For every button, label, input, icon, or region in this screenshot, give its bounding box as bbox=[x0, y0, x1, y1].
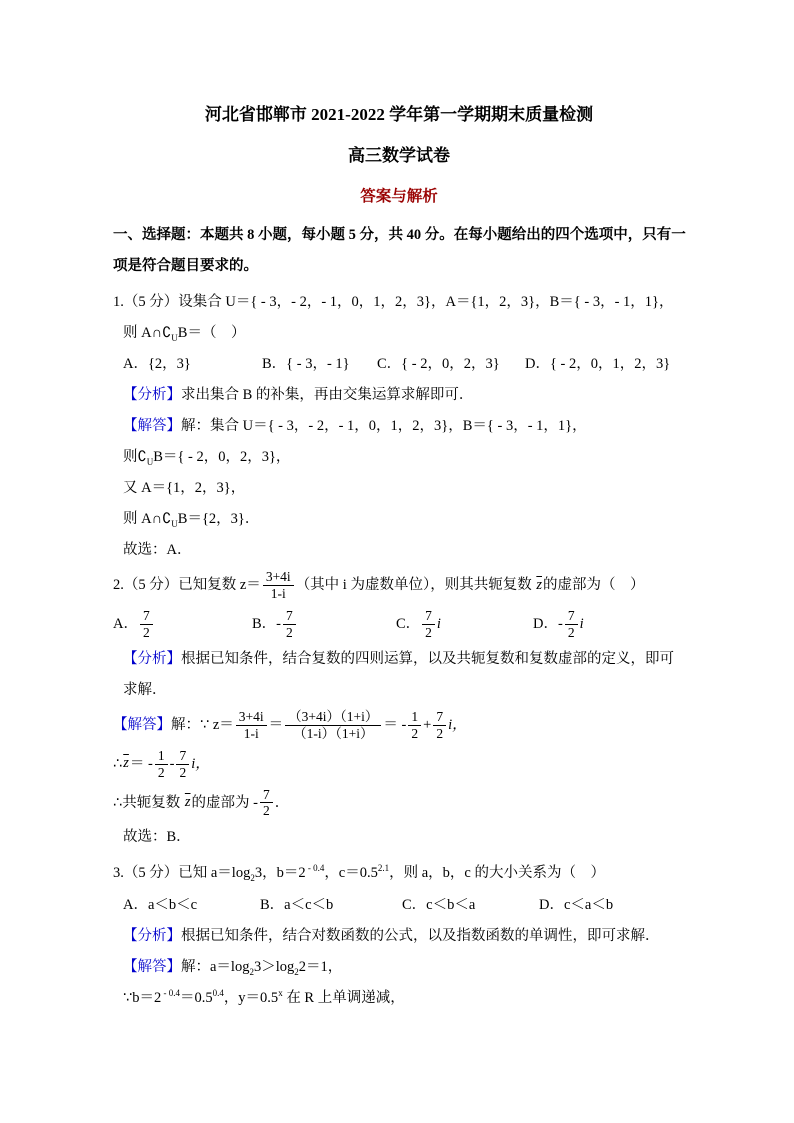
fraction-numerator: 7 bbox=[142, 608, 150, 624]
fraction bbox=[433, 709, 446, 742]
q3-option-c: C．c＜b＜a bbox=[402, 896, 476, 913]
fraction bbox=[565, 608, 578, 641]
q3-option-d: D．c＜a＜b bbox=[539, 896, 614, 913]
q2-analysis-line-2: 求解． bbox=[123, 681, 167, 698]
fraction bbox=[155, 748, 168, 781]
fraction-numerator: 7 bbox=[567, 608, 575, 624]
imaginary-unit: i bbox=[579, 615, 584, 632]
q2-solution bbox=[113, 706, 685, 745]
text-segment: 的虚部为（ ） bbox=[543, 576, 645, 593]
q1-step-1 bbox=[113, 442, 685, 473]
solution-label: 【解答】 bbox=[123, 958, 181, 975]
text-segment: 根据已知条件，结合对数函数的公式，以及指数函数的单调性，即可求解． bbox=[181, 927, 660, 944]
fraction-denominator: 1-i bbox=[263, 585, 294, 602]
sign: - bbox=[557, 615, 563, 632]
superscript: 0.4 bbox=[212, 987, 224, 998]
q2-option-d bbox=[533, 608, 584, 641]
option-label: D． bbox=[533, 615, 558, 632]
text-segment: ． bbox=[274, 794, 290, 811]
fraction-denominator: 2 bbox=[408, 725, 421, 742]
analysis-label: 【分析】 bbox=[123, 927, 181, 944]
q1-solution bbox=[113, 411, 685, 442]
text-segment: B＝（ ） bbox=[177, 325, 246, 341]
text-segment: 解：a＝log bbox=[181, 958, 250, 975]
fraction-denominator: 2 bbox=[565, 624, 578, 641]
fraction-denominator: 2 bbox=[176, 764, 189, 781]
fraction-numerator: （3+4i）（1+i） bbox=[288, 708, 379, 724]
fraction-numerator: 7 bbox=[425, 608, 432, 624]
document-title: 河北省邯郸市 2021-2022 学年第一学期期末质量检测 bbox=[204, 105, 594, 124]
q3-step-1 bbox=[113, 983, 685, 1014]
conjugate-z: $\overline{z}$ bbox=[184, 794, 191, 811]
text-segment: 则 A∩∁ bbox=[123, 325, 172, 341]
q1-stem-line-1: 1.（5 分）设集合 U＝{ - 3，- 2，- 1，0，1，2，3}，A＝{1，2，3}，B＝{ - 3，- 1，1}， bbox=[113, 294, 674, 310]
q3-solution bbox=[113, 952, 685, 983]
document-content bbox=[113, 103, 685, 1014]
imaginary-unit: i， bbox=[448, 716, 467, 733]
fraction bbox=[260, 787, 273, 820]
fraction-denominator: 2 bbox=[260, 802, 273, 819]
fraction bbox=[285, 709, 381, 742]
fraction-denominator: 2 bbox=[422, 624, 435, 641]
fraction-denominator: 2 bbox=[283, 624, 296, 641]
text-segment: 根据已知条件，结合复数的四则运算，以及共轭复数和复数虚部的定义，即可 bbox=[181, 650, 674, 667]
q2-options bbox=[113, 605, 685, 644]
fraction-numerator: 3+4i bbox=[265, 569, 291, 585]
q2-conclusion: 故选：B． bbox=[123, 829, 191, 846]
q1-options bbox=[113, 349, 685, 380]
analysis-label: 【分析】 bbox=[123, 650, 181, 667]
text-segment: 3.（5 分）已知 a＝log bbox=[113, 865, 251, 882]
imaginary-unit: i bbox=[436, 615, 441, 632]
equals: ＝ bbox=[268, 716, 284, 733]
q2-option-a bbox=[113, 608, 252, 641]
q1-analysis bbox=[113, 380, 685, 411]
subscript: U bbox=[146, 457, 154, 468]
fraction bbox=[408, 709, 421, 742]
text-segment: ∴共轭复数 bbox=[113, 794, 184, 811]
text-segment: ，y＝0.5 bbox=[223, 989, 279, 1006]
fraction-numerator: 7 bbox=[262, 786, 270, 802]
because-symbol: ∵b＝2 bbox=[123, 989, 162, 1006]
text-segment: ，则 a，b，c 的大小关系为（ ） bbox=[389, 865, 605, 882]
fraction-numerator: 1 bbox=[157, 747, 165, 763]
section-intro-line-1: 一、选择题：本题共 8 小题，每小题 5 分，共 40 分。在每小题给出的四个选项中，只有一 bbox=[113, 227, 686, 243]
q2-analysis-line-1 bbox=[113, 644, 685, 675]
fraction bbox=[263, 569, 294, 602]
document-subtitle: 高三数学试卷 bbox=[348, 146, 450, 165]
q1-step-2: 又 A＝{1，2，3}， bbox=[123, 480, 246, 497]
section-intro-line-2: 项是符合题目要求的。 bbox=[113, 258, 258, 274]
text-segment: ＝0.5 bbox=[179, 989, 213, 1006]
text-segment: 3，b＝2 bbox=[254, 865, 306, 882]
equals: ＝ - bbox=[383, 716, 407, 733]
therefore-symbol: ∴ bbox=[113, 755, 123, 772]
fraction bbox=[140, 608, 153, 641]
text-segment: 解：∵ z＝ bbox=[171, 716, 234, 733]
text-segment: 的虚部为 - bbox=[191, 794, 258, 811]
q1-option-b: B．{ - 3，- 1} bbox=[262, 356, 350, 373]
q3-analysis bbox=[113, 921, 685, 952]
option-label: C． bbox=[396, 615, 421, 632]
conjugate-z: $\overline{z}$ bbox=[536, 576, 542, 593]
text-segment: 2.（5 分）已知复数 z＝ bbox=[113, 576, 261, 593]
fraction bbox=[422, 608, 435, 641]
superscript: 2.1 bbox=[377, 863, 390, 874]
text-segment: B＝{ - 2，0，2，3}， bbox=[153, 449, 291, 466]
fraction-denominator: （1-i）（1+i） bbox=[285, 725, 381, 742]
fraction-numerator: 3+4i bbox=[238, 708, 264, 724]
text-segment: 2＝1， bbox=[298, 958, 343, 975]
imaginary-unit: i， bbox=[191, 755, 210, 772]
superscript: - 0.4 bbox=[305, 863, 325, 874]
q2-step-2 bbox=[113, 784, 685, 823]
text-segment: ，c＝0.5 bbox=[324, 865, 378, 882]
subscript: U bbox=[171, 332, 178, 343]
fraction bbox=[176, 748, 189, 781]
equals: ＝ - bbox=[129, 755, 153, 772]
analysis-label: 【分析】 bbox=[123, 387, 181, 404]
text-segment: 解：集合 U＝{ - 3，- 2，- 1，0，1，2，3}，B＝{ - 3，- 1，1}， bbox=[181, 418, 587, 435]
q3-stem bbox=[113, 858, 685, 889]
text-segment: 则∁ bbox=[123, 449, 147, 466]
subscript: 2 bbox=[250, 873, 255, 884]
q1-stem-line-2 bbox=[113, 318, 685, 349]
text-segment: 求出集合 B 的补集，再由交集运算求解即可． bbox=[181, 387, 474, 404]
fraction-denominator: 1-i bbox=[236, 725, 267, 742]
fraction-denominator: 2 bbox=[433, 725, 446, 742]
superscript: - 0.4 bbox=[161, 987, 180, 998]
sign: - bbox=[276, 615, 282, 632]
text-segment: 则 A∩∁ bbox=[123, 511, 172, 528]
fraction-denominator: 2 bbox=[155, 764, 168, 781]
q3-option-b: B．a＜c＜b bbox=[260, 896, 334, 913]
subscript: 2 bbox=[294, 966, 299, 977]
fraction-denominator: 2 bbox=[140, 624, 153, 641]
fraction-numerator: 1 bbox=[411, 708, 419, 724]
minus-sign: - bbox=[169, 755, 175, 772]
q1-conclusion: 故选：A． bbox=[123, 542, 192, 559]
option-label: B． bbox=[252, 615, 277, 632]
q2-option-b bbox=[252, 608, 396, 641]
fraction-numerator: 7 bbox=[286, 608, 293, 624]
text-segment: （其中 i 为虚数单位），则其共轭复数 bbox=[295, 576, 536, 593]
q1-step-3 bbox=[113, 504, 685, 535]
q1-option-c: C．{ - 2，0，2，3} bbox=[377, 356, 500, 373]
q2-option-c bbox=[396, 608, 533, 641]
text-segment: 3＞log bbox=[253, 958, 295, 975]
q1-option-d: D．{ - 2，0，1，2，3} bbox=[525, 356, 671, 373]
conjugate-z: $\overline{z}$ bbox=[123, 755, 129, 772]
text-segment: B＝{2，3}． bbox=[177, 511, 260, 528]
option-label: A． bbox=[113, 615, 138, 632]
subscript: 2 bbox=[249, 966, 254, 977]
plus-sign: + bbox=[423, 716, 432, 733]
q2-step-1 bbox=[113, 745, 685, 784]
fraction bbox=[236, 709, 267, 742]
solution-label: 【解答】 bbox=[123, 418, 181, 435]
superscript: x bbox=[278, 987, 283, 998]
q3-options bbox=[113, 889, 685, 920]
q2-stem bbox=[113, 566, 685, 605]
text-segment: 在 R 上单调递减， bbox=[282, 989, 405, 1006]
fraction-numerator: 7 bbox=[436, 708, 444, 724]
answers-heading: 答案与解析 bbox=[360, 188, 438, 205]
solution-label: 【解答】 bbox=[113, 716, 171, 733]
q1-option-a: A．{2，3} bbox=[123, 356, 191, 373]
fraction bbox=[283, 608, 296, 641]
fraction-numerator: 7 bbox=[179, 747, 187, 763]
subscript: U bbox=[171, 519, 178, 530]
q3-option-a: A．a＜b＜c bbox=[123, 896, 198, 913]
